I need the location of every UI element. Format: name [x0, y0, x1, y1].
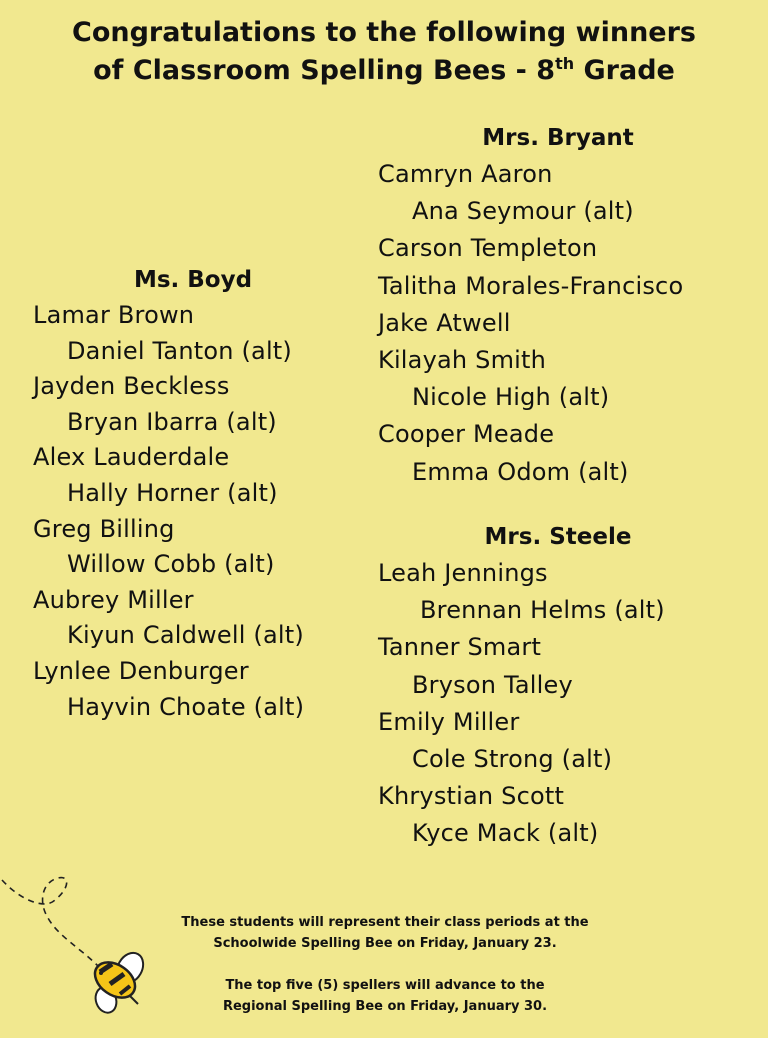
class-group-boyd	[33, 262, 353, 725]
title-line-2-end: Grade	[574, 55, 675, 86]
student-name: Aubrey Miller	[33, 585, 194, 614]
note-line: These students will represent their class periods at the	[181, 915, 589, 930]
alternate-student-name: Ana Seymour (alt)	[412, 197, 634, 226]
alternate-student-name: Bryson Talley	[412, 670, 573, 699]
alternate-student-name: Brennan Helms (alt)	[420, 596, 665, 625]
student-name: Tanner Smart	[378, 633, 542, 662]
class-group-bryant	[378, 120, 738, 491]
note-line: Regional Spelling Bee on Friday, January 30.	[222, 999, 548, 1014]
alternate-student-name: Cole Strong (alt)	[412, 745, 613, 774]
student-name: Camryn Aaron	[378, 160, 553, 188]
student-list	[378, 555, 738, 853]
alternate-student-name: Nicole High (alt)	[412, 383, 610, 412]
teacher-heading: Mrs. Steele	[484, 524, 632, 550]
bee-icon	[0, 870, 160, 1024]
student-name: Jayden Beckless	[33, 372, 230, 401]
student-name: Emily Miller	[378, 707, 520, 736]
student-name: Jake Atwell	[378, 308, 511, 337]
student-list	[33, 298, 353, 725]
title-line-2-main: of Classroom Spelling Bees - 8	[93, 55, 556, 86]
class-group-steele	[378, 519, 738, 853]
alternate-student-name: Kyce Mack (alt)	[412, 819, 599, 848]
student-name: Lamar Brown	[33, 301, 195, 329]
student-name: Leah Jennings	[378, 559, 548, 587]
alternate-student-name: Daniel Tanton (alt)	[67, 336, 292, 365]
alternate-student-name: Hally Horner (alt)	[67, 478, 278, 507]
alternate-student-name: Willow Cobb (alt)	[67, 550, 275, 579]
title-line-1: Congratulations to the following winners	[72, 17, 696, 48]
note-line: The top five (5) spellers will advance to the	[225, 978, 545, 993]
alternate-student-name: Kiyun Caldwell (alt)	[67, 621, 304, 650]
teacher-heading: Ms. Boyd	[133, 267, 253, 293]
note-regional	[150, 975, 620, 1017]
teacher-heading: Mrs. Bryant	[482, 125, 634, 151]
alternate-student-name: Bryan Ibarra (alt)	[67, 407, 277, 436]
alternate-student-name: Emma Odom (alt)	[412, 457, 629, 486]
student-name: Kilayah Smith	[378, 346, 547, 375]
student-name: Alex Lauderdale	[33, 443, 230, 472]
student-list	[378, 156, 738, 491]
student-name: Greg Billing	[33, 514, 175, 543]
student-name: Khrystian Scott	[378, 782, 565, 811]
student-name: Talitha Morales-Francisco	[378, 271, 684, 300]
footer-notes	[150, 912, 620, 1038]
title-grade-suffix: th	[555, 54, 575, 73]
student-name: Cooper Meade	[378, 420, 555, 449]
student-name: Carson Templeton	[378, 234, 598, 263]
title-line-2	[0, 52, 768, 90]
note-schoolwide	[150, 912, 620, 954]
note-line: Schoolwide Spelling Bee on Friday, January 23.	[213, 936, 557, 951]
student-name: Lynlee Denburger	[33, 656, 249, 685]
alternate-student-name: Hayvin Choate (alt)	[67, 692, 305, 721]
page-title	[0, 14, 768, 90]
